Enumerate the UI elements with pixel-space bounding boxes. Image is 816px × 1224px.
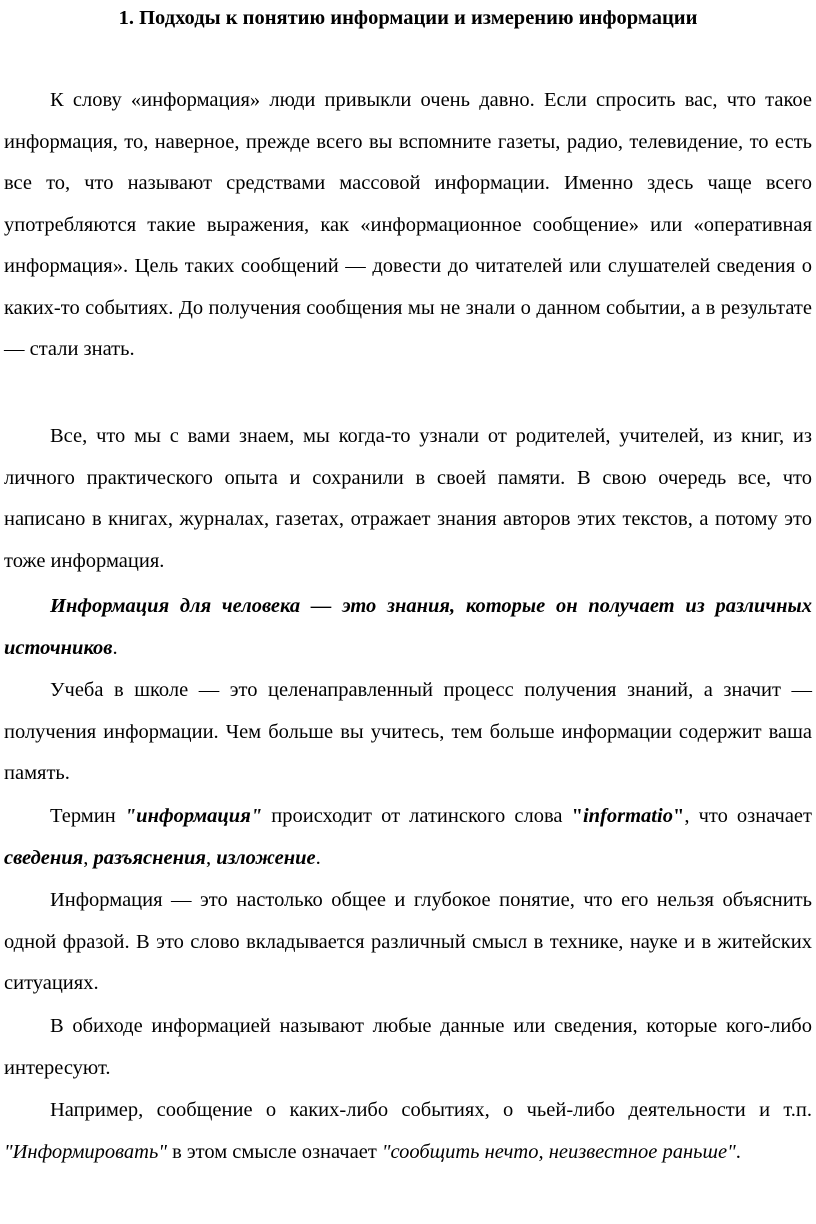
meaning-sep-1: ,	[83, 846, 94, 869]
meaning-1: сведения	[4, 846, 84, 869]
paragraph-2: Все, что мы с вами знаем, мы когда-то узнали от родителей, учителей, из книг, из личного практического опыта и сохранили в своей памяти. В свою очередь все, что написано в книгах, журналах, газетах, отражает знания авторов этих текстов, а потому это тоже информация.	[4, 425, 812, 572]
term-text-3: , что означает	[684, 805, 812, 827]
paragraph-1: К слову «информация» люди привыкли очень давно. Если спросить вас, что такое информация, то, наверное, прежде всего вы вспомните газеты, радио, телевидение, то есть все то, что называют средствами массовой информации. Именно здесь чаще всего употребляются такие выражения, как «информационное сообщение» или «оперативная информация». Цель таких сообщений — довести до читателей или слушателей сведения о каких-то событиях. До получения сообщения мы не знали о данном событии, а в результате — стали знать.	[4, 89, 812, 360]
meaning-2: разъяснения	[93, 846, 206, 869]
paragraph-term-origin	[4, 796, 812, 879]
paragraph-7: В обиходе информацией называют любые данные или сведения, которые кого-либо интересуют.	[4, 1015, 812, 1079]
informing-verb: "Информировать"	[4, 1140, 167, 1163]
informing-meaning: "сообщить нечто, неизвестное раньше"	[381, 1140, 736, 1163]
informing-text-2: в этом смысле означает	[166, 1140, 382, 1163]
paragraph-informing	[4, 1090, 812, 1173]
term-word: "информация"	[124, 805, 263, 827]
term-end: .	[315, 846, 321, 869]
term-text-2: происходит от латинского слова	[262, 805, 572, 827]
informing-end: .	[735, 1140, 741, 1163]
latin-quote-open: "	[571, 805, 583, 827]
definition-end: .	[112, 636, 118, 659]
document-title: 1. Подходы к понятию информации и измерению информации	[118, 7, 698, 29]
paragraph-4: Учеба в школе — это целенаправленный процесс получения знаний, а значит — получения информации. Чем больше вы учитесь, тем больше информации содержит ваша память.	[4, 679, 812, 784]
meaning-sep-2: ,	[205, 846, 217, 869]
latin-word: informatio	[582, 805, 673, 827]
definition-text: Информация для человека — это знания, которые он получает из различных источников	[4, 595, 812, 659]
latin-quote-close: "	[672, 805, 685, 827]
informing-text-1: Например, сообщение о каких-либо событиях, о чьей-либо деятельности и т.п.	[50, 1099, 812, 1121]
meaning-3: изложение	[216, 846, 316, 869]
paragraph-definition	[4, 586, 812, 669]
paragraph-6: Информация — это настолько общее и глубокое понятие, что его нельзя объяснить одной фразой. В это слово вкладывается различный смысл в технике, науке и в житейских ситуациях.	[4, 889, 812, 994]
term-text-1: Термин	[50, 805, 125, 827]
